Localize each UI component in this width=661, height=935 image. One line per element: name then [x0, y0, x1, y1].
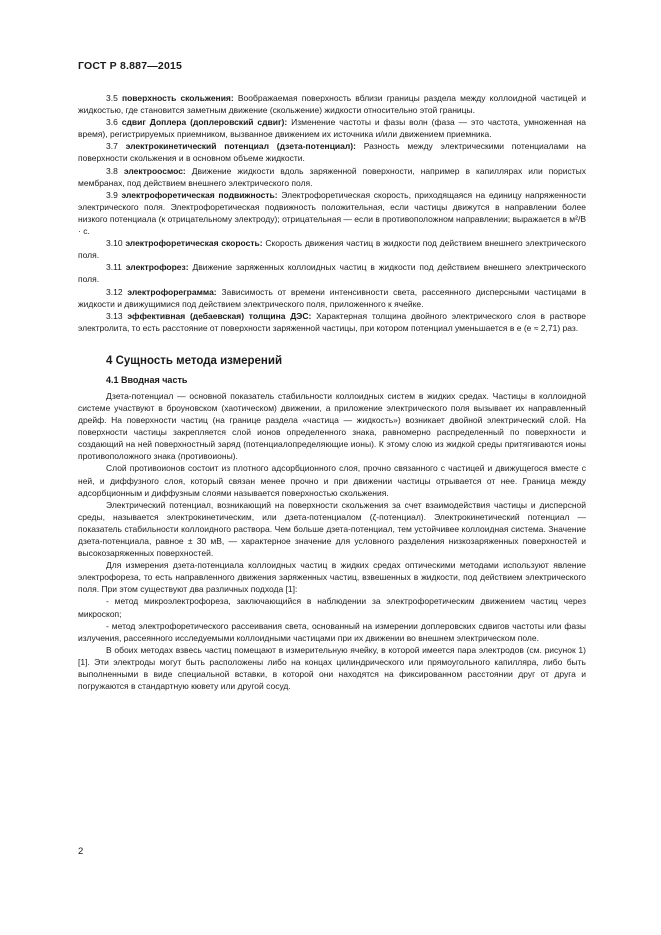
section-title: 4 Сущность метода измерений — [106, 354, 283, 367]
definition-3-11: 3.11 электрофорез: Движение заряженных коллоидных частиц в жидкости под действием внешнего электрического поля. — [78, 262, 586, 285]
list-item: - метод микроэлектрофореза, заключающийся в наблюдении за электрофоретическим движением частиц через микроскоп; — [78, 596, 586, 619]
term: электрофорез: — [125, 262, 189, 273]
paragraph: В обоих методах взвесь частиц помещают в измерительную ячейку, в которой имеется пара электродов (см. рисунок 1) [1]. Эти электроды могут быть расположены либо на концах цилиндрического или прямоугольного капилляра, либо быть выполненными в виде специальной вставки, в которой они находятся на фиксированном расстоянии друг от друга и погружаются в стандартную кювету или другой сосуд. — [78, 644, 586, 692]
term: сдвиг Доплера (доплеровский сдвиг): — [121, 117, 288, 128]
definition-3-5: 3.5 поверхность скольжения: Воображаемая поверхность вблизи границы раздела между коллоидной частицей и жидкостью, где становится заметным движение (скольжение) жидкости относительно этой границы. — [78, 93, 586, 116]
subsection-title: 4.1 Вводная часть — [106, 374, 188, 385]
definition-3-8: 3.8 электроосмос: Движение жидкости вдоль заряженной поверхности, например в капиллярах или пористых мембранах, под действием внешнего электрического поля. — [78, 165, 586, 188]
paragraph: Слой противоионов состоит из плотного адсорбционного слоя, прочно связанного с частицей и движущегося вместе с ней, и диффузного слоя, который связан менее прочно и при движении частицы отрывается от нее. Граница между адсорбционным и диффузным слоями называется поверхностью скольжения. — [78, 463, 586, 498]
document-body — [78, 92, 586, 692]
definition-3-9: 3.9 электрофоретическая подвижность: Электрофоретическая скорость, приходящаяся на единицу напряженности электрического поля. Электрофоретическая подвижность положительная, если частицы движутся в направлении более низкого потенциала (к отрицательному электроду); отрицательная — если в противоположном направлении; выражается в м²/В · с. — [78, 189, 586, 237]
term: электрокинетический потенциал (дзета-потенциал): — [125, 141, 356, 152]
term: эффективная (дебаевская) толщина ДЭС: — [127, 310, 312, 321]
term: электрофоретическая подвижность: — [121, 189, 278, 200]
definition-3-12: 3.12 электрофореграмма: Зависимость от времени интенсивности света, рассеянного дисперсными частицами в жидкости и движущимися под действием электрического поля, приложенного к ячейке. — [78, 286, 586, 309]
term: поверхность скольжения: — [121, 93, 234, 103]
term: электрофореграмма: — [127, 286, 217, 297]
standard-header: ГОСТ Р 8.887—2015 — [78, 60, 183, 72]
definition-3-13: 3.13 эффективная (дебаевская) толщина ДЭС: Характерная толщина двойного электрического слоя в растворе электролита, то есть расстояние от поверхности заряженной частицы, при котором потенциал уменьшается в e (e ≈ 2,71) раз. — [78, 310, 586, 333]
paragraph: Для измерения дзета-потенциала коллоидных частиц в жидких средах оптическими методами используют явление электрофореза, то есть направленного движения заряженных частиц, взвешенных в жидкости, под действием электрического поля. При этом существуют два различных подхода [1]: — [78, 560, 586, 595]
definition-3-7: 3.7 электрокинетический потенциал (дзета-потенциал): Разность между электрическими потенциалами на поверхности скольжения и в основном объеме жидкости. — [78, 141, 586, 164]
paragraph: Электрический потенциал, возникающий на поверхности скольжения за счет взаимодействия частицы и дисперсной среды, называется электрокинетическим, или дзета-потенциалом (ζ-потенциал). Электрокинетический потенциал — показатель стабильности коллоидного раствора. Чем больше дзета-потенциал, тем устойчивее коллоидная система. Значение дзета-потенциала, равное ± 30 мВ, — характерное значение для условного разделения низкозаряженных поверхностей и высокозаряженных поверхностей. — [78, 499, 586, 559]
page-number: 2 — [78, 846, 84, 857]
list-item: - метод электрофоретического рассеивания света, основанный на измерении доплеровских сдвигов частоты или фазы излучения, рассеянного исследуемыми коллоидными частицами при их движении во внешнем электрическом поле. — [78, 620, 586, 643]
term: электроосмос: — [123, 165, 186, 176]
definition-3-10: 3.10 электрофоретическая скорость: Скорость движения частиц в жидкости под действием внешнего электрического поля. — [78, 238, 586, 261]
definition-3-6: 3.6 сдвиг Доплера (доплеровский сдвиг): Изменение частоты и фазы волн (фаза — это частота, умноженная на время), регистрируемых приемником, вызванное движением их источника и/или движением приемника. — [78, 117, 586, 140]
term: электрофоретическая скорость: — [125, 238, 263, 249]
paragraph: Дзета-потенциал — основной показатель стабильности коллоидных систем в жидких средах. Частицы в коллоидной системе участвуют в броуновском (хаотическом) движении, а приложение электрического поля вызывает их направленный дрейф. На поверхности частиц (на границе раздела «частица — жидкость») возникает двойной электрический слой. На поверхности частицы закрепляется слой ионов определенного знака, равномерно распределенный по поверхности и создающий на ней поверхностный заряд (потенциалопределяющие ионы). К этому слою из жидкой среды притягиваются ионы противоположного знака (противоионы). — [78, 390, 586, 462]
